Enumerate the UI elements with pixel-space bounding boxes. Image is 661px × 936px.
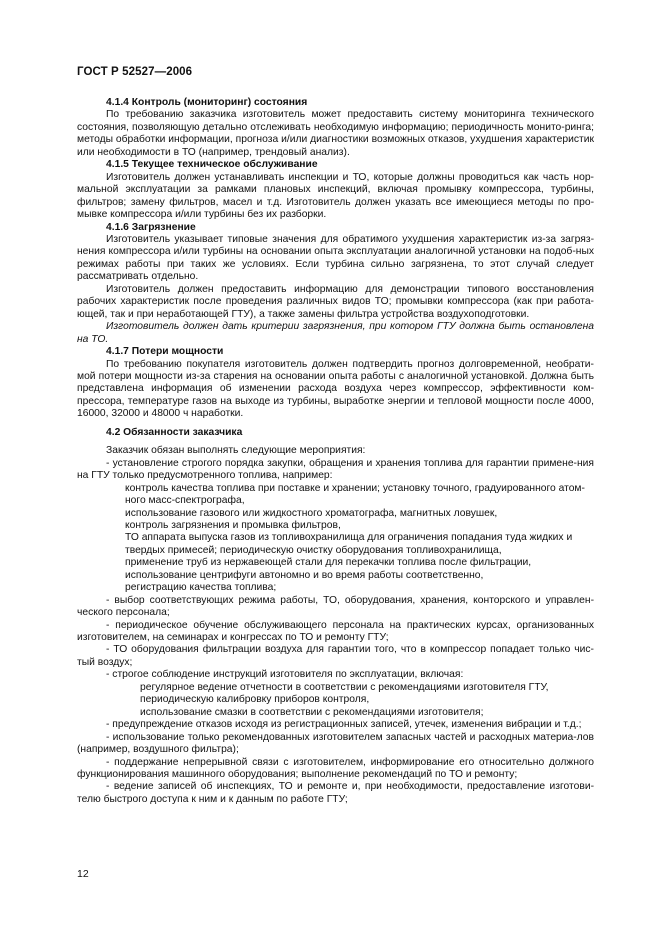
sub-item: периодическую калибровку приборов контроля, bbox=[140, 694, 370, 706]
section-4-1-5-heading: 4.1.5 Текущее техническое обслуживание bbox=[106, 159, 318, 171]
list-item-air-filtration: - ТО оборудования фильтрации воздуха для гарантии того, что в компрессор попадает только чис-тый воздух; bbox=[77, 644, 594, 668]
section-4-1-7-paragraph: По требованию покупателя изготовитель должен подтвердить прогноз долговременной, необрати-мой потери мощности из-за старения на основании опыта работы с аналогичной установкой. Должна быть представлена информация об изменении расхода воздуха через компрессор, эффективности ком-прессора, температуре газов на выходе из турбины, выработке энергии и тепловой мощности после 4000, 16000, 32000 и 48000 ч наработки. bbox=[77, 358, 594, 420]
page-number: 12 bbox=[77, 868, 89, 880]
section-4-1-7-heading: 4.1.7 Потери мощности bbox=[106, 346, 224, 358]
sub-item: использование смазки в соответствии с рекомендациями изготовителя; bbox=[140, 706, 484, 718]
section-4-1-6-paragraph-3: Изготовитель должен дать критерии загрязнения, при котором ГТУ должна быть остановлена на ТО. bbox=[77, 321, 594, 345]
sub-item: регулярное ведение отчетности в соответствии с рекомендациями изготовителя ГТУ, bbox=[140, 681, 549, 693]
list-item-fuel: - установление строгого порядка закупки, обращения и хранения топлива для гарантии примене-ния на ГТУ только предусмотренного топлива, например: bbox=[77, 457, 594, 482]
section-4-1-6-paragraph-1: Изготовитель указывает типовые значения для обратимого ухудшения характеристик из-за загряз-нения компрессора и/или турбины на основании опыта эксплуатации аналогичной установки на подоб-ных режимах работы при таких же условиях. Если турбина сильно загрязнена, то этот случай следует рассматривать отдельно. bbox=[77, 233, 594, 283]
list-item-mode-selection: - выбор соответствующих режима работы, ТО, оборудования, хранения, конторского и управлен-ческого персонала; bbox=[77, 594, 594, 619]
section-4-2-intro: Заказчик обязан выполнять следующие мероприятия: bbox=[106, 445, 366, 457]
sub-item: использование центрифуги автономно и во время работы соответственно, bbox=[125, 569, 484, 581]
section-4-1-4-heading: 4.1.4 Контроль (мониторинг) состояния bbox=[106, 97, 308, 108]
sub-item: ТО аппарата выпуска газов из топливохранилища для ограничения попадания туда жидких и твердых примесей; периодическую очистку оборудования топливохранилища, bbox=[125, 532, 573, 556]
sub-item: контроль загрязнения и промывка фильтров, bbox=[125, 519, 341, 531]
document-header: ГОСТ Р 52527—2006 bbox=[77, 66, 193, 78]
list-item-training: - периодическое обучение обслуживающего персонала на практических курсах, организованных изготовителем, на семинарах и конгрессах по ТО и ремонту ГТУ; bbox=[77, 619, 594, 644]
sub-item: регистрацию качества топлива; bbox=[125, 582, 277, 594]
list-item-spare-parts: - использование только рекомендованных изготовителем запасных частей и расходных материа-лов (например, воздушного фильтра); bbox=[77, 731, 594, 756]
list-item-instructions: - строгое соблюдение инструкций изготовителя по эксплуатации, включая: bbox=[106, 669, 464, 681]
sub-item: применение труб из нержавеющей стали для перекачки топлива после фильтрации, bbox=[125, 557, 532, 569]
section-4-1-4-paragraph: По требованию заказчика изготовитель может предоставить систему мониторинга технического состояния, позволяющую детально отслеживать необходимую информацию; периодичность монито-ринга; методы обработки информации, прогноза и/или диагностики возможных отказов, ухудшения характеристик или необходимости в ТО (например, трендовый анализ). bbox=[77, 109, 594, 158]
section-4-2-heading: 4.2 Обязанности заказчика bbox=[106, 426, 243, 438]
list-item-failure-prevention: - предупреждение отказов исходя из регистрационных записей, утечек, изменения вибрации и т.д.; bbox=[106, 719, 582, 731]
sub-item: использование газового или жидкостного хроматографа, магнитных ловушек, bbox=[125, 507, 498, 519]
sub-item: контроль качества топлива при поставке и хранении; установку точного, градуированного атом-ного масс-спектрографа, bbox=[125, 482, 585, 507]
document-body bbox=[77, 97, 594, 806]
section-4-1-5-paragraph: Изготовитель должен устанавливать инспекции и ТО, которые должны проводиться как часть нор-мальной эксплуатации за рамками плановых инспекций, включая промывку компрессора, турбины, фильтров; замену фильтров, масел и т.д. Изготовитель должен указать все имеющиеся методы по про-мывке компрессора и/или турбины без их разборки. bbox=[77, 171, 594, 221]
list-item-communication: - поддержание непрерывной связи с изготовителем, информирование его относительно должного функционирования машинного оборудования; выполнение рекомендаций по ТО и ремонту; bbox=[77, 756, 594, 781]
list-item-records: - ведение записей об инспекциях, ТО и ремонте и, при необходимости, предоставление изготови-телю быстрого доступа к ним и к данным по работе ГТУ; bbox=[77, 781, 594, 805]
section-4-1-6-heading: 4.1.6 Загрязнение bbox=[106, 221, 196, 233]
section-4-1-6-paragraph-2: Изготовитель должен предоставить информацию для демонстрации типового восстановления рабочих характеристик после проведения различных видов ТО; промывки компрессора (как при работа-ющей, так и при неработающей ГТУ), а также замены фильтра устройства воздухоподготовки. bbox=[77, 283, 594, 320]
